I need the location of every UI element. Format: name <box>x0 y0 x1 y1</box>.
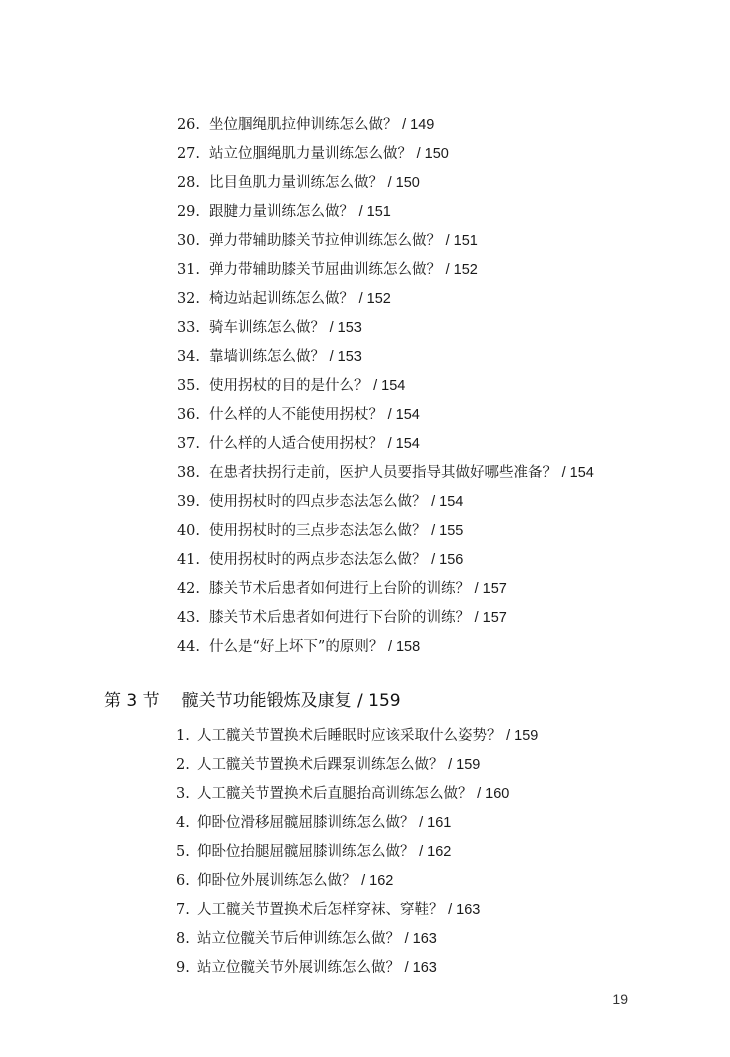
entry-number: 5. <box>176 844 190 860</box>
entry-title: 仰卧位抬腿屈髋屈膝训练怎么做？ <box>197 844 415 860</box>
toc-entry-6[interactable] <box>176 871 393 891</box>
entry-title: 仰卧位外展训练怎么做？ <box>197 873 357 889</box>
entry-number: 39. <box>176 494 200 510</box>
entry-title: 椅边站起训练怎么做？ <box>209 291 354 307</box>
entry-title: 使用拐杖时的四点步态法怎么做？ <box>209 494 427 510</box>
section-label: 第 3 节 <box>104 691 160 711</box>
entry-number: 6. <box>176 873 190 889</box>
entry-title: 跟腱力量训练怎么做？ <box>209 204 354 220</box>
entry-number: 35. <box>176 378 200 394</box>
entry-page: / 153 <box>329 320 362 336</box>
toc-entry-36[interactable] <box>176 405 420 425</box>
toc-entry-38[interactable] <box>176 463 594 483</box>
entry-number: 34. <box>176 349 200 365</box>
entry-number: 1. <box>176 728 190 744</box>
entry-title: 使用拐杖时的两点步态法怎么做？ <box>209 552 427 568</box>
entry-number: 33. <box>176 320 200 336</box>
entry-number: 7. <box>176 902 190 918</box>
toc-entry-42[interactable] <box>176 579 507 599</box>
entry-page: / 154 <box>387 407 420 423</box>
entry-page: / 159 <box>506 728 539 744</box>
entry-title: 骑车训练怎么做？ <box>209 320 325 336</box>
toc-entry-27[interactable] <box>176 144 449 164</box>
entry-title: 站立位髋关节外展训练怎么做？ <box>197 960 400 976</box>
entry-number: 42. <box>176 581 200 597</box>
entry-number: 40. <box>176 523 200 539</box>
entry-number: 3. <box>176 786 190 802</box>
entry-title: 站立位腘绳肌力量训练怎么做？ <box>209 146 412 162</box>
toc-entry-41[interactable] <box>176 550 463 570</box>
toc-entry-5[interactable] <box>176 842 451 862</box>
entry-page: / 151 <box>445 233 478 249</box>
entry-number: 30. <box>176 233 200 249</box>
toc-entry-7[interactable] <box>176 900 480 920</box>
entry-title: 弹力带辅助膝关节拉伸训练怎么做？ <box>209 233 441 249</box>
entry-page: / 162 <box>361 873 394 889</box>
toc-entry-3[interactable] <box>176 784 509 804</box>
toc-entry-39[interactable] <box>176 492 463 512</box>
entry-page: / 155 <box>431 523 464 539</box>
entry-page: / 154 <box>431 494 464 510</box>
entry-page: / 153 <box>329 349 362 365</box>
entry-number: 43. <box>176 610 200 626</box>
toc-entry-4[interactable] <box>176 813 451 833</box>
entry-page: / 151 <box>358 204 391 220</box>
entry-title: 在患者扶拐行走前，医护人员要指导其做好哪些准备？ <box>209 465 557 481</box>
entry-title: 人工髋关节置换术后睡眠时应该采取什么姿势？ <box>197 728 502 744</box>
entry-title: 什么样的人适合使用拐杖？ <box>209 436 383 452</box>
entry-page: / 163 <box>404 931 437 947</box>
entry-number: 41. <box>176 552 200 568</box>
entry-page: / 162 <box>419 844 452 860</box>
entry-number: 37. <box>176 436 200 452</box>
entry-page: / 161 <box>419 815 452 831</box>
toc-entry-2[interactable] <box>176 755 480 775</box>
toc-entry-40[interactable] <box>176 521 463 541</box>
entry-number: 8. <box>176 931 190 947</box>
entry-page: / 154 <box>373 378 406 394</box>
entry-number: 31. <box>176 262 200 278</box>
toc-entry-37[interactable] <box>176 434 420 454</box>
entry-title: 使用拐杖时的三点步态法怎么做？ <box>209 523 427 539</box>
entry-number: 32. <box>176 291 200 307</box>
section-heading[interactable] <box>104 689 401 713</box>
entry-page: / 157 <box>474 610 507 626</box>
entry-title: 什么是“好上坏下”的原则？ <box>209 639 384 655</box>
entry-title: 使用拐杖的目的是什么？ <box>209 378 369 394</box>
toc-entry-35[interactable] <box>176 376 405 396</box>
entry-title: 比目鱼肌力量训练怎么做？ <box>209 175 383 191</box>
entry-number: 36. <box>176 407 200 423</box>
toc-entry-33[interactable] <box>176 318 362 338</box>
entry-title: 人工髋关节置换术后直腿抬高训练怎么做？ <box>197 786 473 802</box>
toc-entry-32[interactable] <box>176 289 391 309</box>
entry-title: 靠墙训练怎么做？ <box>209 349 325 365</box>
entry-title: 什么样的人不能使用拐杖？ <box>209 407 383 423</box>
toc-entry-8[interactable] <box>176 929 437 949</box>
toc-entry-43[interactable] <box>176 608 507 628</box>
toc-entry-28[interactable] <box>176 173 420 193</box>
toc-entry-31[interactable] <box>176 260 478 280</box>
entry-number: 9. <box>176 960 190 976</box>
entry-number: 2. <box>176 757 190 773</box>
entry-number: 27. <box>176 146 200 162</box>
entry-page: / 163 <box>448 902 481 918</box>
toc-entry-29[interactable] <box>176 202 391 222</box>
entry-page: / 158 <box>387 639 421 655</box>
entry-page: / 150 <box>387 175 420 191</box>
toc-entry-44[interactable] <box>176 637 420 657</box>
toc-entry-1[interactable] <box>176 726 538 746</box>
entry-number: 44. <box>176 639 200 655</box>
entry-page: / 160 <box>477 786 510 802</box>
entry-title: 人工髋关节置换术后踝泵训练怎么做？ <box>197 757 444 773</box>
entry-page: / 156 <box>431 552 464 568</box>
entry-number: 28. <box>176 175 200 191</box>
entry-number: 26. <box>176 117 200 133</box>
toc-entry-30[interactable] <box>176 231 478 251</box>
entry-title: 仰卧位滑移屈髋屈膝训练怎么做？ <box>197 815 415 831</box>
entry-number: 38. <box>176 465 200 481</box>
entry-page: / 150 <box>416 146 449 162</box>
entry-page: / 163 <box>404 960 437 976</box>
entry-page: / 149 <box>402 117 435 133</box>
page-number: 19 <box>612 991 628 1007</box>
entry-page: / 152 <box>358 291 391 307</box>
entry-title: 站立位髋关节后伸训练怎么做？ <box>197 931 400 947</box>
entry-page: / 159 <box>448 757 481 773</box>
toc-entry-34[interactable] <box>176 347 362 367</box>
entry-number: 29. <box>176 204 200 220</box>
entry-title: 坐位腘绳肌拉伸训练怎么做？ <box>209 117 398 133</box>
entry-page: / 154 <box>561 465 594 481</box>
toc-entry-9[interactable] <box>176 958 437 978</box>
section-title: 髋关节功能锻炼及康复 / 159 <box>181 691 401 711</box>
entry-number: 4. <box>176 815 190 831</box>
entry-page: / 152 <box>445 262 478 278</box>
entry-page: / 157 <box>474 581 507 597</box>
entry-title: 膝关节术后患者如何进行下台阶的训练？ <box>209 610 470 626</box>
entry-title: 膝关节术后患者如何进行上台阶的训练？ <box>209 581 470 597</box>
toc-entry-26[interactable] <box>176 115 434 135</box>
entry-page: / 154 <box>387 436 420 452</box>
entry-title: 弹力带辅助膝关节屈曲训练怎么做？ <box>209 262 441 278</box>
entry-title: 人工髋关节置换术后怎样穿袜、穿鞋？ <box>197 902 444 918</box>
